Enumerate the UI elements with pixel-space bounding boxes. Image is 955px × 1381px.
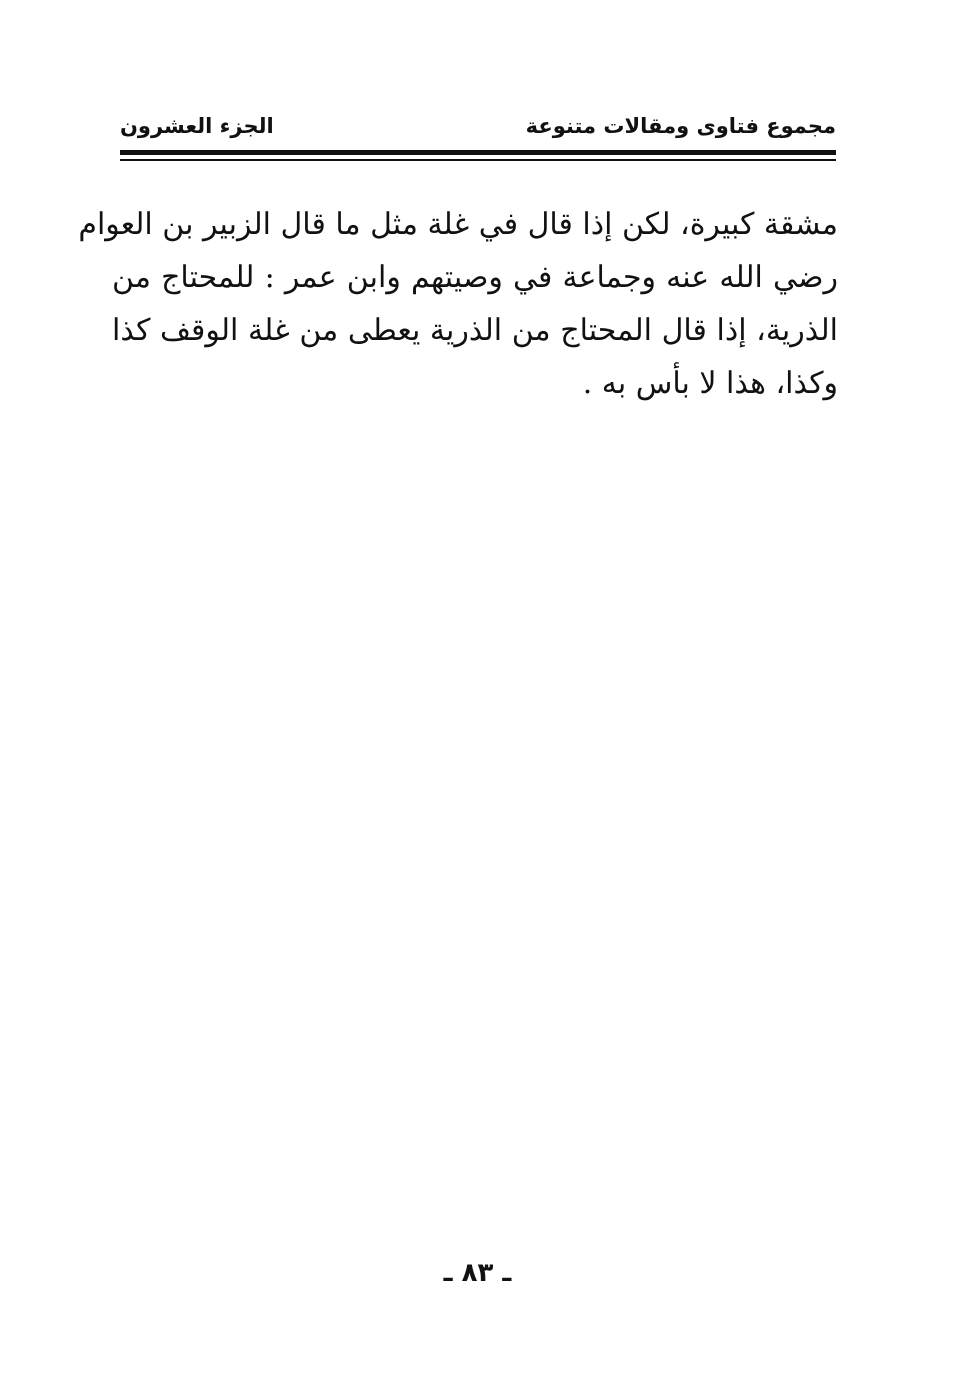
book-title: مجموع فتاوى ومقالات متنوعة xyxy=(525,114,836,138)
body-line: مشقة كبيرة، لكن إذا قال في غلة مثل ما قال الزبير بن العوام xyxy=(78,207,838,242)
body-line: رضي الله عنه وجماعة في وصيتهم وابن عمر : للمحتاج من xyxy=(112,260,838,295)
body-line: وكذا، هذا لا بأس به . xyxy=(582,366,838,401)
volume-label: الجزء العشرون xyxy=(120,114,274,138)
page-number: ـ ٨٣ ـ xyxy=(443,1258,512,1288)
body-line: الذرية، إذا قال المحتاج من الذرية يعطى من غلة الوقف كذا xyxy=(112,313,838,348)
body-text xyxy=(78,198,838,410)
header-rule-thick xyxy=(120,150,836,155)
header-rule-thin xyxy=(120,159,836,161)
running-header xyxy=(120,108,836,144)
